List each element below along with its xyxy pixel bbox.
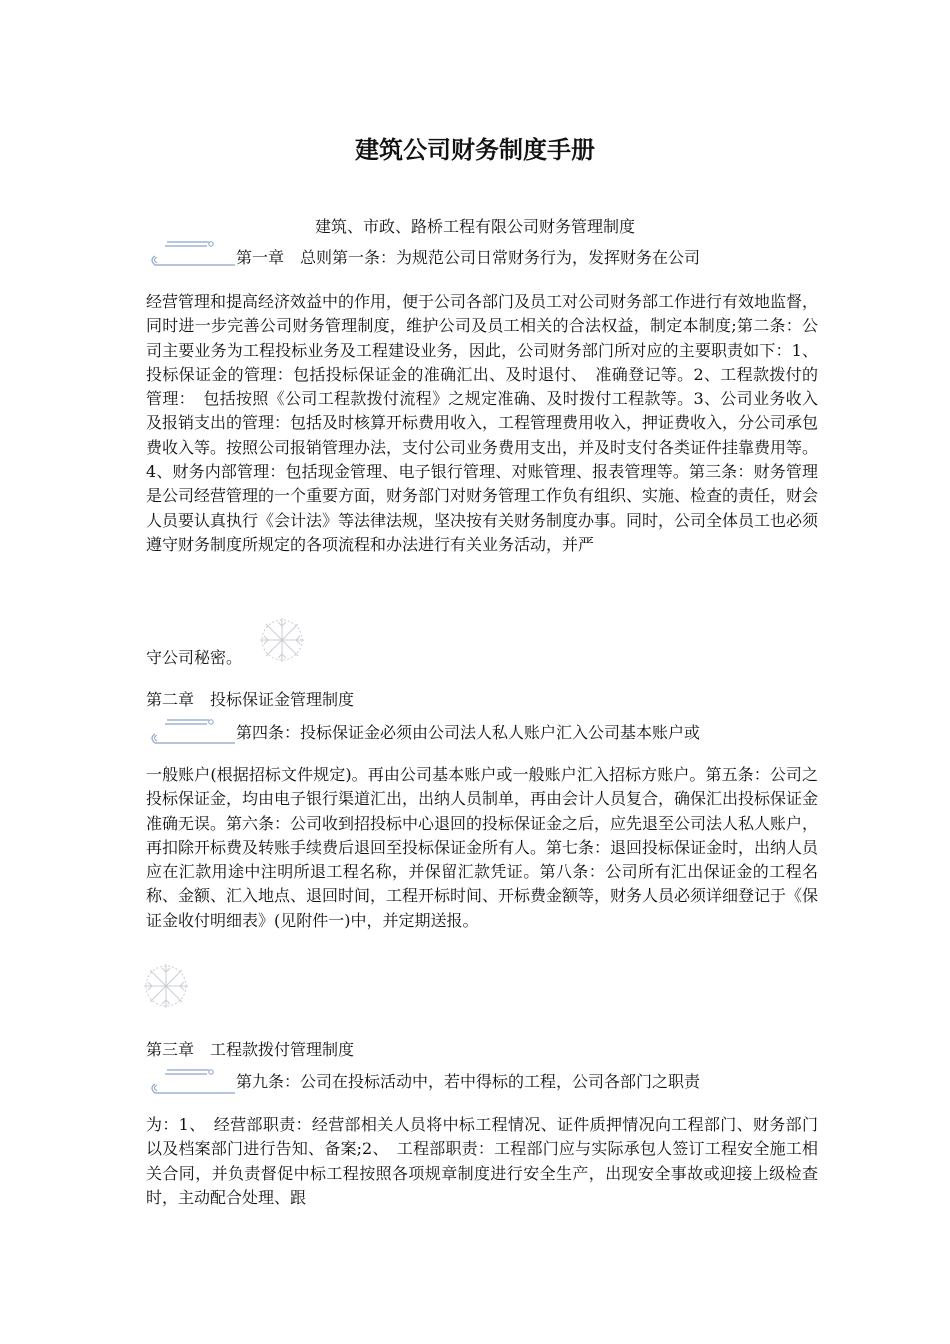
chapter3-body: 为：1、 经营部职责：经营部相关人员将中标工程情况、证件质押情况向工程部门、财务部门以及档案部门进行告知、备案;2、 工程部职责：工程部门应与实际承包人签订工程安全施工相关合同，并负责督促中标工程按照各项规章制度进行安全生产，出现安全事故或迎接上级检查时，主动配合处理、跟: [146, 1115, 818, 1207]
pen-stroke-stamp-icon: [145, 1064, 237, 1098]
snowflake-seal-icon: [256, 614, 308, 666]
chapter3-lead-line: 第九条：公司在投标活动中，若中得标的工程，公司各部门之职责: [236, 1072, 701, 1091]
document-subtitle: 建筑、市政、路桥工程有限公司财务管理制度: [314, 217, 635, 236]
chapter1-heading-line: 第一章 总则第一条：为规范公司日常财务行为，发挥财务在公司: [236, 248, 701, 267]
chapter2-lead-line: 第四条：投标保证金必须由公司法人私人账户汇入公司基本账户或: [236, 723, 701, 742]
snowflake-seal-icon: [140, 960, 192, 1012]
pen-stroke-stamp-icon: [145, 236, 237, 270]
document-title: 建筑公司财务制度手册: [355, 136, 595, 164]
chapter2-body: 一般账户(根据招标文件规定)。再由公司基本账户或一般账户汇入招标方账户。第五条：公司之投标保证金，均由电子银行渠道汇出，出纳人员制单，再由会计人员复合，确保汇出投标保证金准确无误。第六条：公司收到招投标中心退回的投标保证金之后，应先退至公司法人私人账户，再扣除开标费及转账手续费后退回至投标保证金所有人。第七条：退回投标保证金时，出纳人员应在汇款用途中注明所退工程名称，并保留汇款凭证。第八条：公司所有汇出保证金的工程名称、金额、汇入地点、退回时间，工程开标时间、开标费金额等，财务人员必须详细登记于《保证金收付明细表》(见附件一)中，并定期送报。: [146, 765, 819, 930]
chapter1-body: 经营管理和提高经济效益中的作用，便于公司各部门及员工对公司财务部工作进行有效地监督，同时进一步完善公司财务管理制度，维护公司及员工相关的合法权益，制定本制度;第二条：公司主要业务为工程投标业务及工程建设业务，因此，公司财务部门所对应的主要职责如下：1、投标保证金的管理：包括投标保证金的准确汇出、及时退付、 准确登记等。2、工程款拨付的管理： 包括按照《公司工程款拨付流程》之规定准确、及时拨付工程款等。3、公司业务收入及报销支出的管理：包括及时核算开标费用收入，工程管理费用收入，押证费收入，分公司承包费收入等。按照公司报销管理办法，支付公司业务费用支出，并及时支付各类证件挂靠费用等。4、财务内部管理：包括现金管理、电子银行管理、对账管理、报表管理等。第三条：财务管理是公司经营管理的一个重要方面，财务部门对财务管理工作负有组织、实施、检查的责任，财会人员要认真执行《会计法》等法律法规，坚决按有关财务制度办事。同时，公司全体员工也必须遵守财务制度所规定的各项流程和办法进行有关业务活动，并严: [146, 292, 819, 554]
pen-stroke-stamp-icon: [145, 714, 237, 748]
chapter2-heading: 第二章 投标保证金管理制度: [146, 690, 355, 709]
chapter3-heading: 第三章 工程款拨付管理制度: [146, 1040, 355, 1059]
chapter1-closing: 守公司秘密。: [146, 648, 243, 667]
